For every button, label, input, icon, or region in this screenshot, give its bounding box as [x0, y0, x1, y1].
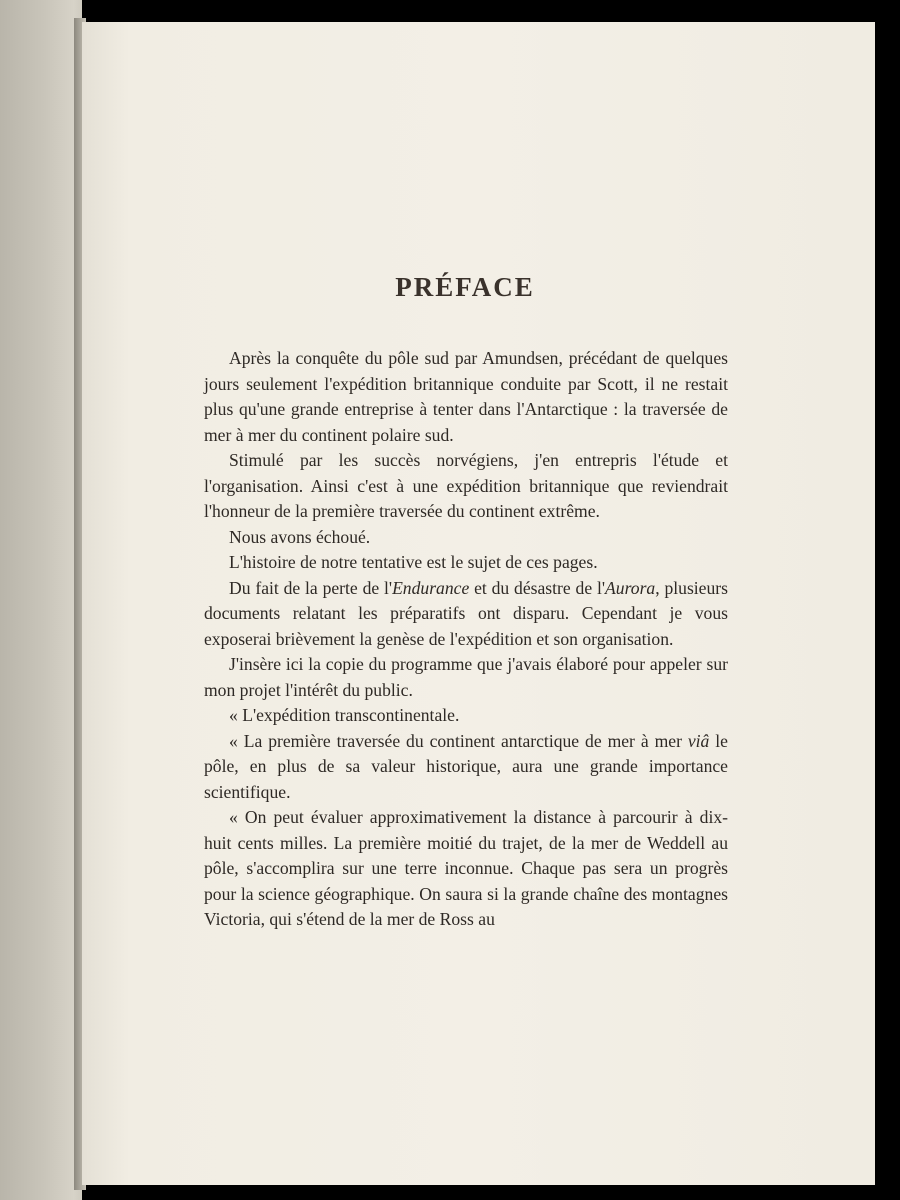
body-text: [204, 346, 728, 933]
paragraph-8-part-2: le pôle, en plus de sa valeur historique, aura une grande importance scientifique.: [204, 730, 728, 802]
paragraph-4: L'histoire de notre tentative est le sujet de ces pages.: [229, 552, 598, 572]
page-title: PRÉFACE: [395, 272, 535, 302]
previous-page-edge: [0, 0, 82, 1200]
paragraph-5-part-3: , plusieurs documents relatant les préparatifs ont disparu. Cependant je vous exposerai brièvement la genèse de l'expédition et son organisation.: [204, 577, 728, 649]
paragraph-7: « L'expédition transcontinentale.: [229, 705, 460, 725]
ship-name-aurora: Aurora: [605, 577, 656, 598]
ship-name-endurance: Endurance: [392, 577, 470, 598]
paragraph-2: Stimulé par les succès norvégiens, j'en entrepris l'étude et l'organisation. Ainsi c'est à une expédition britannique que reviendrait l'honneur de la première traversée du continent extrême.: [204, 450, 728, 521]
paragraph-5-part-2: et du désastre de l': [469, 577, 606, 598]
paragraph-9: « On peut évaluer approximativement la distance à parcourir à dix-huit cents milles. La première moitié du trajet, de la mer de Weddell au pôle, s'accomplira sur une terre inconnue. Chaque pas sera un progrès pour la science géographique. On saura si la grande chaîne des montagnes Victoria, qui s'étend de la mer de Ross au: [204, 807, 728, 929]
paragraph-5: [204, 576, 728, 653]
paragraph-3: Nous avons échoué.: [229, 526, 371, 547]
italic-via: viâ: [687, 730, 710, 751]
paragraph-8: [204, 729, 728, 806]
paragraph-6: J'insère ici la copie du programme que j'avais élaboré pour appeler sur mon projet l'intérêt du public.: [204, 654, 728, 700]
paragraph-1: Après la conquête du pôle sud par Amundsen, précédant de quelques jours seulement l'expédition britannique conduite par Scott, il ne restait plus qu'une grande entreprise à tenter dans l'Antarctique : la traversée de mer à mer du continent polaire sud.: [204, 348, 728, 445]
paragraph-5-part-1: Du fait de la perte de l': [229, 577, 393, 598]
paragraph-8-part-1: « La première traversée du continent antarctique de mer à mer: [229, 730, 688, 751]
